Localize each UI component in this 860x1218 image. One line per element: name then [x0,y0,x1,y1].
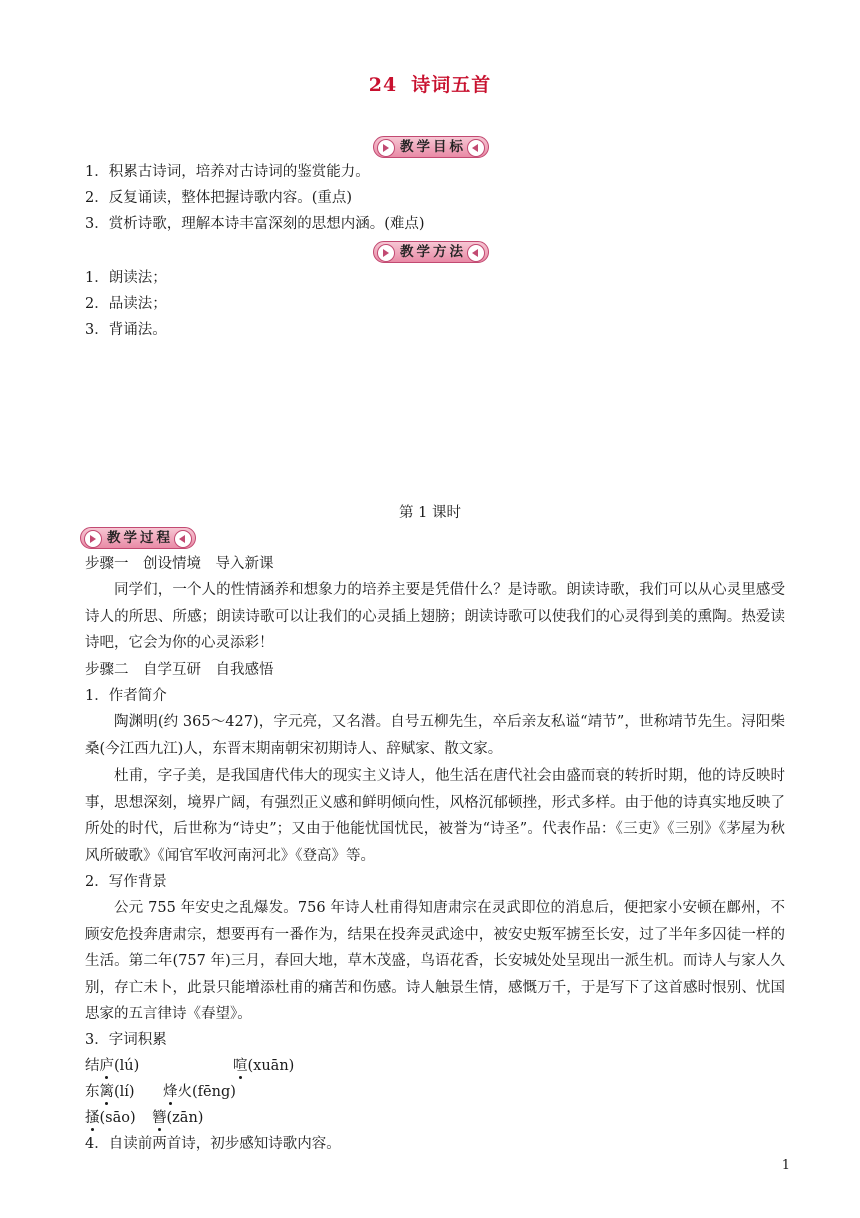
objective-item: 2．反复诵读，整体把握诗歌内容。(重点) [85,190,353,206]
step-heading: 步骤一 创设情境 导入新课 [85,556,274,572]
background-paragraph: 公元 755 年安史之乱爆发。756 年诗人杜甫得知唐肃宗在灵武即位的消息后，便把家小安顿在鄜州，不顾安危投奔唐肃宗，想要再有一番作为，结果在投奔灵武途中，被安史叛军掳至长安，过了半年多囚徒一样的生活。第二年(757 年)三月，春回大地，草木茂盛，鸟语花香，长安城处处呈现出一派生机。而诗人与家人久别，存亡未卜，此景只能增添杜甫的痛苦和伤感。诗人触景生情，感慨万千，于是写下了这首感时恨别、忧国思家的五言律诗《春望》。 [85,900,785,1022]
page-number: 1 [781,1158,790,1173]
method-item: 2．品读法； [85,296,167,312]
intro-paragraph: 同学们，一个人的性情涵养和想象力的培养主要是凭借什么？是诗歌。朗读诗歌，我们可以从心灵里感受诗人的所思、所感；朗读诗歌可以让我们的心灵插上翅膀；朗读诗歌可以使我们的心灵得到美的熏陶。热爱读诗吧，它会为你的心灵添彩！ [85,582,785,651]
author-paragraph: 陶渊明(约 365～427)，字元亮，又名潜。自号五柳先生，卒后亲友私谥“靖节”，世称靖节先生。浔阳柴桑(今江西九江)人，东晋末期南朝宋初期诗人、辞赋家、散文家。 [85,714,785,757]
arrow-left-icon [467,244,485,262]
method-item: 1．朗读法； [85,270,167,286]
methods-banner [373,241,489,263]
lesson-title: 诗词五首 [411,74,492,96]
method-item: 3．背诵法。 [85,322,167,338]
lesson-period: 第 1 课时 [399,505,461,521]
objectives-banner-label: 教学目标 [400,139,466,155]
arrow-left-icon [174,530,192,548]
sub-heading: 1．作者简介 [85,688,167,704]
arrow-left-icon [467,139,485,157]
sub-heading: 2．写作背景 [85,874,167,890]
process-banner-label: 教学过程 [107,530,173,546]
page-title [0,70,860,97]
objective-item: 3．赏析诗歌，理解本诗丰富深刻的思想内涵。(难点) [85,216,425,232]
vocab-item: 簪(zān) [152,1110,204,1126]
vocab-item: 搔(sāo) [85,1110,136,1126]
objectives-banner [373,136,489,158]
arrow-right-icon [84,530,102,548]
author-paragraph: 杜甫，字子美，是我国唐代伟大的现实主义诗人，他生活在唐代社会由盛而衰的转折时期，他的诗反映时事，思想深刻，境界广阔，有强烈正义感和鲜明倾向性，风格沉郁顿挫，形式多样。由于他的诗真实地反映了所处的时代，后世称为“诗史”；又由于他能忧国忧民，被誉为“诗圣”。代表作品：《三吏》《三别》《茅屋为秋风所破歌》《闻官军收河南河北》《登高》等。 [85,768,785,864]
step-heading: 步骤二 自学互研 自我感悟 [85,662,274,678]
lesson-number: 24 [368,74,398,96]
vocab-item: 结庐(lú) [85,1058,140,1074]
sub-heading: 3．字词积累 [85,1032,167,1048]
vocab-item: 喧(xuān) [233,1058,295,1074]
vocab-item: 烽火(fēng) [163,1084,236,1100]
objective-item: 1．积累古诗词，培养对古诗词的鉴赏能力。 [85,164,370,180]
arrow-right-icon [377,139,395,157]
arrow-right-icon [377,244,395,262]
sub-heading: 4．自读前两首诗，初步感知诗歌内容。 [85,1136,341,1152]
vocab-item: 东篱(lí) [85,1084,135,1100]
process-banner [80,527,196,549]
methods-banner-label: 教学方法 [400,244,466,260]
